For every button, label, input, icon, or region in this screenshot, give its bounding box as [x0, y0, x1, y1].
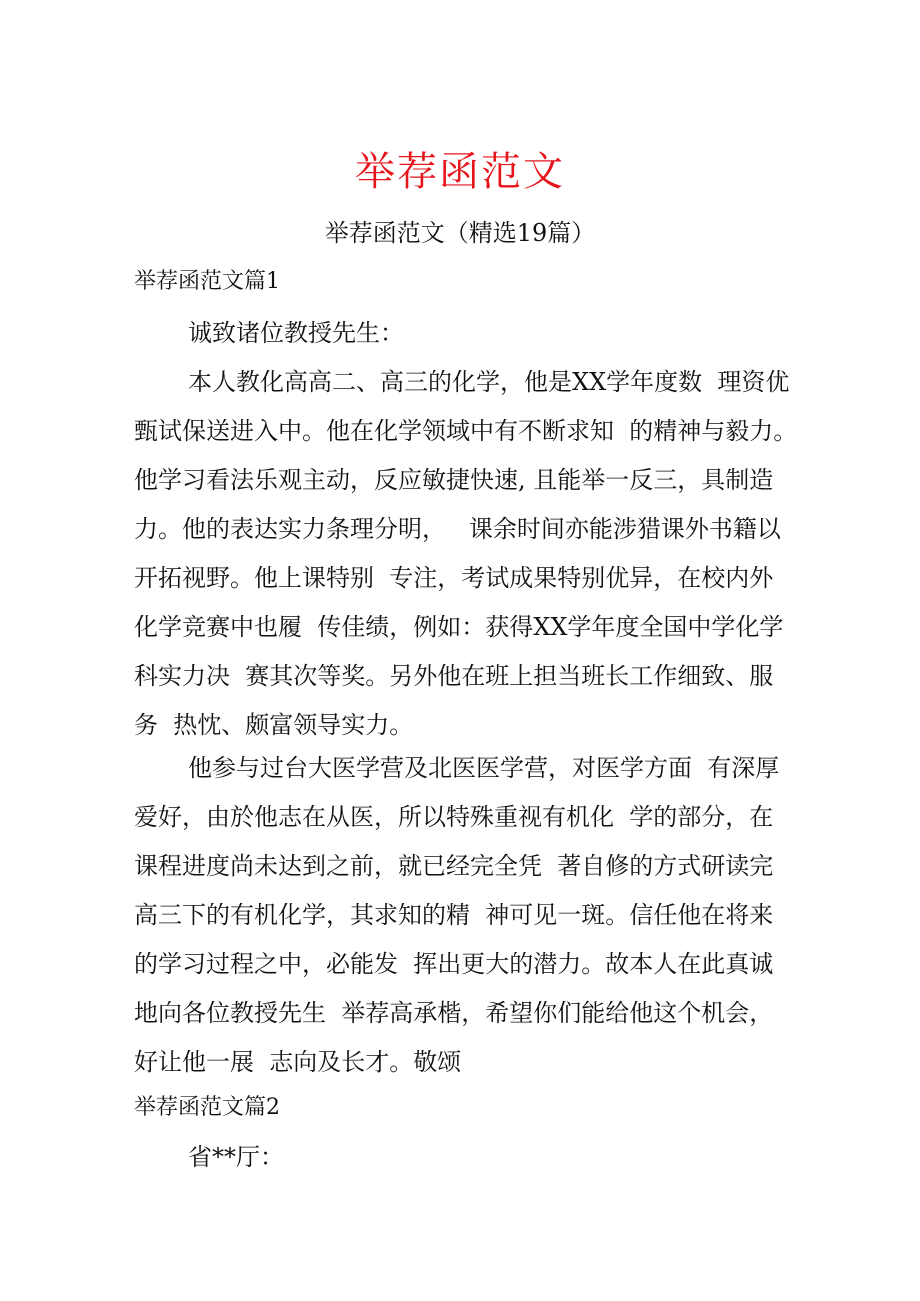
body-paragraph-2: [134, 744, 806, 1087]
salutation-2: 省**厅：: [188, 1143, 284, 1171]
section-heading-1: 举荐函范文篇1: [134, 269, 280, 294]
paragraph-line: 好让他一展 志向及长才。敬颂: [134, 1048, 462, 1076]
paragraph-line: 务 热忱、颇富领导实力。: [134, 711, 414, 739]
paragraph-line: 他参与过台大医学营及北医医学营，对医学方面 有深厚: [188, 754, 780, 782]
document-title: 举荐函范文: [355, 149, 565, 195]
body-paragraph-1: [134, 358, 806, 750]
paragraph-line: 力。他的表达实力条理分明， 课余时间亦能涉猎课外书籍以: [134, 515, 781, 543]
document-subtitle: 举荐函范文（精选19篇）: [324, 219, 596, 247]
paragraph-line: 科实力决 赛其次等奖。另外他在班上担当班长工作细致、服: [134, 662, 774, 690]
paragraph-line: 高三下的有机化学，其求知的精 神可见一斑。信任他在将来: [134, 901, 774, 929]
paragraph-line: 本人教化高高二、高三的化学，他是XX学年度数 理资优: [188, 368, 790, 396]
paragraph-line: 爱好，由於他志在从医，所以特殊重视有机化 学的部分，在: [134, 803, 774, 831]
salutation-1: 诚致诸位教授先生：: [188, 319, 404, 347]
paragraph-line: 的学习过程之中，必能发 挥出更大的潜力。故本人在此真诚: [134, 950, 774, 978]
paragraph-line: 他学习看法乐观主动，反应敏捷快速, 且能举一反三，具制造: [134, 466, 774, 494]
paragraph-line: 化学竞赛中也履 传佳绩，例如：获得XX学年度全国中学化学: [134, 613, 784, 641]
section-heading-2: 举荐函范文篇2: [134, 1095, 280, 1120]
paragraph-line: 甄试保送进入中。他在化学领域中有不断求知 的精神与毅力。: [134, 417, 798, 445]
paragraph-line: 课程进度尚未达到之前，就已经完全凭 著自修的方式研读完: [134, 852, 774, 880]
paragraph-line: 地向各位教授先生 举荐高承楷，希望你们能给他这个机会，: [134, 999, 774, 1027]
paragraph-line: 开拓视野。他上课特别 专注，考试成果特别优异，在校内外: [134, 564, 774, 592]
